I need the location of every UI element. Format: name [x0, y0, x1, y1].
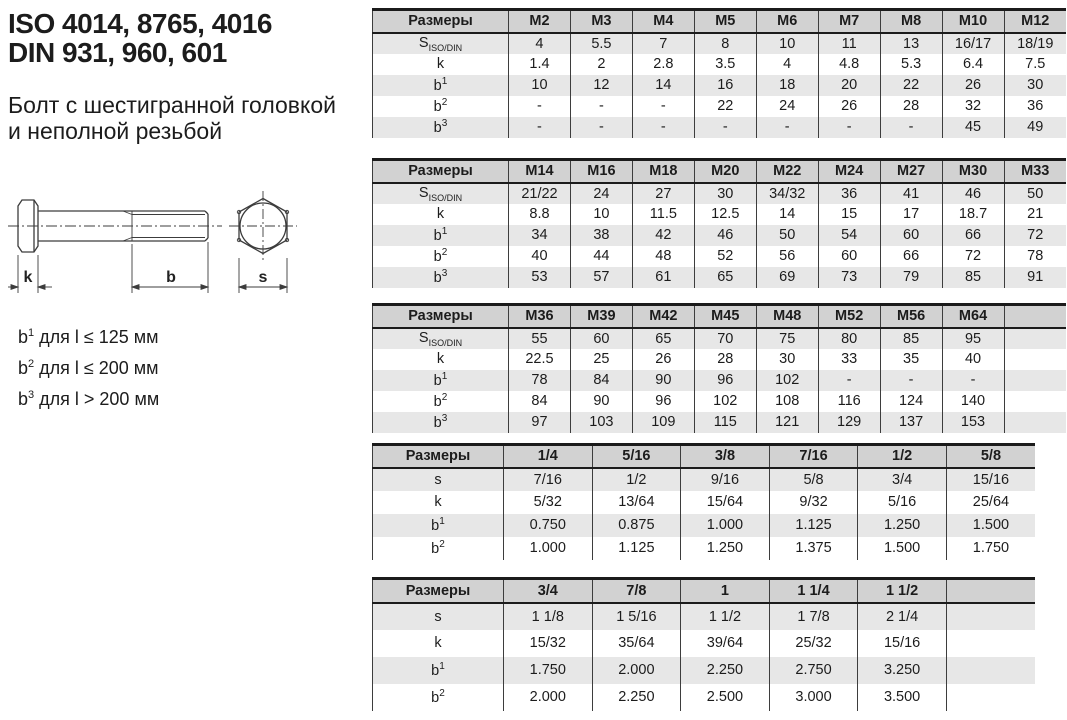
cell-value: 35/64 [592, 630, 681, 657]
thread-length-notes [18, 320, 159, 413]
cell-value: 121 [756, 412, 818, 433]
cell-value: 1.250 [858, 514, 947, 537]
cell-value: 54 [818, 225, 880, 246]
cell-value: 33 [818, 349, 880, 370]
cell-value: 57 [570, 267, 632, 288]
empty-cell [1004, 370, 1066, 391]
cell-value: - [818, 117, 880, 138]
cell-value: 72 [942, 246, 1004, 267]
cell-value: 2.500 [681, 684, 770, 711]
cell-value: 36 [1004, 96, 1066, 117]
cell-value: 153 [942, 412, 1004, 433]
cell-value: 26 [632, 349, 694, 370]
cell-value: 46 [942, 183, 1004, 204]
size-column-header: 1 [681, 579, 770, 603]
size-column-header: M45 [694, 305, 756, 328]
cell-value: 1.750 [946, 537, 1035, 560]
cell-value: 32 [942, 96, 1004, 117]
cell-value: 5/16 [858, 491, 947, 514]
row-label: k [373, 204, 509, 225]
cell-value: 85 [942, 267, 1004, 288]
cell-value: 22 [694, 96, 756, 117]
size-column-header: 3/4 [504, 579, 593, 603]
table-inch-3-4-to-1-1-2 [372, 577, 1035, 711]
table-row [373, 54, 1067, 75]
cell-value: 18.7 [942, 204, 1004, 225]
dim-label-k: k [23, 269, 33, 286]
size-column-header: M33 [1004, 160, 1066, 183]
cell-value: 49 [1004, 117, 1066, 138]
row-label: $b^3$ [373, 267, 509, 288]
page-title-iso: ISO 4014, 8765, 4016 [8, 8, 272, 39]
cell-value: 7 [632, 33, 694, 54]
cell-value: 15/16 [946, 468, 1035, 491]
size-column-header: M10 [942, 10, 1004, 33]
cell-value: 60 [818, 246, 880, 267]
cell-value: 102 [694, 391, 756, 412]
cell-value: 3/4 [858, 468, 947, 491]
cell-value: 9/32 [769, 491, 858, 514]
table-row [373, 491, 1036, 514]
cell-value: 65 [694, 267, 756, 288]
size-column-header: 1 1/4 [769, 579, 858, 603]
cell-value: - [570, 117, 632, 138]
cell-value: 30 [694, 183, 756, 204]
cell-value: 40 [942, 349, 1004, 370]
cell-value: 48 [632, 246, 694, 267]
cell-value: 1.750 [504, 657, 593, 684]
table-row [373, 246, 1067, 267]
cell-value: 2.000 [504, 684, 593, 711]
cell-value: 1 1/8 [504, 603, 593, 630]
table-row [373, 183, 1067, 204]
cell-value: 78 [1004, 246, 1066, 267]
cell-value: 1.500 [946, 514, 1035, 537]
cell-value: - [509, 96, 571, 117]
empty-cell [1004, 391, 1066, 412]
cell-value: - [880, 370, 942, 391]
cell-value: 6.4 [942, 54, 1004, 75]
cell-value: 2 [570, 54, 632, 75]
row-label: $b^2$ [373, 684, 504, 711]
cell-value: 1 5/16 [592, 603, 681, 630]
cell-value: 13/64 [592, 491, 681, 514]
table-row [373, 391, 1067, 412]
cell-value: 44 [570, 246, 632, 267]
cell-value: 24 [756, 96, 818, 117]
table-row [373, 75, 1067, 96]
cell-value: 5/8 [769, 468, 858, 491]
row-label: k [373, 349, 509, 370]
cell-value: 7/16 [504, 468, 593, 491]
cell-value: 5/32 [504, 491, 593, 514]
size-column-header: 5/8 [946, 445, 1035, 468]
cell-value: 8.8 [509, 204, 571, 225]
note-item: $b^2$ для l ≤ 200 мм [18, 358, 159, 378]
row-label-header: Размеры [373, 579, 504, 603]
cell-value: 0.750 [504, 514, 593, 537]
note-text: для l > 200 мм [34, 389, 160, 409]
cell-value: 2.8 [632, 54, 694, 75]
cell-value: 1.500 [858, 537, 947, 560]
cell-value: 11.5 [632, 204, 694, 225]
cell-value: - [632, 117, 694, 138]
bolt-side-view [8, 200, 222, 252]
cell-value: 65 [632, 328, 694, 349]
cell-value: 1.250 [681, 537, 770, 560]
note-item: $b^3$ для l > 200 мм [18, 389, 160, 409]
cell-value: 28 [880, 96, 942, 117]
empty-column-header [946, 579, 1035, 603]
cell-value: 1/2 [592, 468, 681, 491]
cell-value: 25 [570, 349, 632, 370]
cell-value: 40 [509, 246, 571, 267]
cell-value: 18 [756, 75, 818, 96]
cell-value: 103 [570, 412, 632, 433]
cell-value: 109 [632, 412, 694, 433]
cell-value: 39/64 [681, 630, 770, 657]
cell-value: 129 [818, 412, 880, 433]
cell-value: 16 [694, 75, 756, 96]
dim-label-s: s [258, 269, 268, 286]
size-column-header: M7 [818, 10, 880, 33]
size-column-header: M4 [632, 10, 694, 33]
cell-value: 80 [818, 328, 880, 349]
cell-value: 3.000 [769, 684, 858, 711]
cell-value: 137 [880, 412, 942, 433]
table-m14-m33 [372, 158, 1066, 288]
size-column-header: 3/8 [681, 445, 770, 468]
row-label: k [373, 630, 504, 657]
table-row [373, 412, 1067, 433]
cell-value: 61 [632, 267, 694, 288]
row-label: s [373, 468, 504, 491]
cell-value: 3.250 [858, 657, 947, 684]
cell-value: 85 [880, 328, 942, 349]
table-row [373, 468, 1036, 491]
empty-cell [946, 657, 1035, 684]
size-column-header: 7/8 [592, 579, 681, 603]
subtitle-line1: Болт с шестигранной головкой [8, 92, 336, 118]
cell-value: 96 [694, 370, 756, 391]
size-column-header: M27 [880, 160, 942, 183]
cell-value: 4 [509, 33, 571, 54]
cell-value: 56 [756, 246, 818, 267]
cell-value: 28 [694, 349, 756, 370]
table-row [373, 117, 1067, 138]
cell-value: 66 [880, 246, 942, 267]
row-label: $b^1$ [373, 75, 509, 96]
table-row [373, 328, 1067, 349]
note-item: $b^1$ для l ≤ 125 мм [18, 327, 159, 347]
row-label: $b^1$ [373, 514, 504, 537]
size-column-header: M30 [942, 160, 1004, 183]
cell-value: 34/32 [756, 183, 818, 204]
row-label: $S_{ISO/DIN}$ [373, 328, 509, 349]
cell-value: 97 [509, 412, 571, 433]
cell-value: - [880, 117, 942, 138]
cell-value: 15 [818, 204, 880, 225]
cell-value: 12 [570, 75, 632, 96]
cell-value: 2 1/4 [858, 603, 947, 630]
cell-value: 34 [509, 225, 571, 246]
size-column-header: M14 [509, 160, 571, 183]
cell-value: 30 [1004, 75, 1066, 96]
empty-cell [946, 630, 1035, 657]
cell-value: 52 [694, 246, 756, 267]
cell-value: 8 [694, 33, 756, 54]
cell-value: 115 [694, 412, 756, 433]
note-text: для l ≤ 200 мм [34, 358, 159, 378]
row-label: $b^1$ [373, 225, 509, 246]
size-column-header: M18 [632, 160, 694, 183]
cell-value: 21/22 [509, 183, 571, 204]
cell-value: - [942, 370, 1004, 391]
table-row [373, 603, 1036, 630]
empty-column-header [1004, 305, 1066, 328]
size-column-header: M8 [880, 10, 942, 33]
cell-value: 42 [632, 225, 694, 246]
cell-value: 22 [880, 75, 942, 96]
bolt-technical-drawing [8, 190, 348, 315]
cell-value: - [818, 370, 880, 391]
cell-value: 9/16 [681, 468, 770, 491]
cell-value: 102 [756, 370, 818, 391]
cell-value: 1.4 [509, 54, 571, 75]
cell-value: 2.000 [592, 657, 681, 684]
cell-value: 66 [942, 225, 1004, 246]
cell-value: 36 [818, 183, 880, 204]
table-row [373, 657, 1036, 684]
cell-value: 60 [880, 225, 942, 246]
cell-value: 69 [756, 267, 818, 288]
cell-value: 116 [818, 391, 880, 412]
table-m2-m12 [372, 8, 1066, 138]
size-column-header: M16 [570, 160, 632, 183]
size-column-header: M6 [756, 10, 818, 33]
size-column-header: 1 1/2 [858, 579, 947, 603]
table-row [373, 225, 1067, 246]
empty-cell [1004, 349, 1066, 370]
cell-value: 5.3 [880, 54, 942, 75]
cell-value: 1 1/2 [681, 603, 770, 630]
cell-value: 26 [818, 96, 880, 117]
size-column-header: 1/2 [858, 445, 947, 468]
cell-value: 14 [756, 204, 818, 225]
cell-value: 10 [509, 75, 571, 96]
cell-value: 53 [509, 267, 571, 288]
cell-value: 45 [942, 117, 1004, 138]
size-column-header: M12 [1004, 10, 1066, 33]
table-inch-quarter-to-5-8 [372, 443, 1035, 560]
cell-value: 30 [756, 349, 818, 370]
row-label: $S_{ISO/DIN}$ [373, 183, 509, 204]
cell-value: 7.5 [1004, 54, 1066, 75]
cell-value: 2.750 [769, 657, 858, 684]
cell-value: 124 [880, 391, 942, 412]
row-label: $b^2$ [373, 537, 504, 560]
cell-value: 70 [694, 328, 756, 349]
cell-value: - [632, 96, 694, 117]
size-column-header: 7/16 [769, 445, 858, 468]
cell-value: - [570, 96, 632, 117]
table-m36-m64 [372, 303, 1066, 433]
cell-value: 90 [632, 370, 694, 391]
cell-value: 17 [880, 204, 942, 225]
cell-value: 21 [1004, 204, 1066, 225]
cell-value: 4.8 [818, 54, 880, 75]
row-label: $S_{ISO/DIN}$ [373, 33, 509, 54]
table-row [373, 537, 1036, 560]
cell-value: 73 [818, 267, 880, 288]
hex-head-front-view [229, 191, 297, 261]
empty-cell [946, 603, 1035, 630]
table-row [373, 370, 1067, 391]
cell-value: - [509, 117, 571, 138]
row-label: k [373, 54, 509, 75]
cell-value: 22.5 [509, 349, 571, 370]
size-column-header: M22 [756, 160, 818, 183]
cell-value: 10 [756, 33, 818, 54]
cell-value: 1.000 [504, 537, 593, 560]
size-column-header: M52 [818, 305, 880, 328]
cell-value: 5.5 [570, 33, 632, 54]
row-label: $b^1$ [373, 657, 504, 684]
row-label: $b^1$ [373, 370, 509, 391]
cell-value: 79 [880, 267, 942, 288]
row-label: $b^2$ [373, 96, 509, 117]
row-label: $b^2$ [373, 246, 509, 267]
table-row [373, 267, 1067, 288]
size-column-header: M64 [942, 305, 1004, 328]
subtitle-line2: и неполной резьбой [8, 118, 223, 144]
size-column-header: M42 [632, 305, 694, 328]
page-title-din: DIN 931, 960, 601 [8, 37, 227, 68]
table-row [373, 349, 1067, 370]
size-column-header: 5/16 [592, 445, 681, 468]
row-label: $b^2$ [373, 391, 509, 412]
empty-cell [1004, 412, 1066, 433]
dim-label-b: b [166, 269, 176, 286]
table-row [373, 630, 1036, 657]
empty-cell [946, 684, 1035, 711]
cell-value: 50 [1004, 183, 1066, 204]
cell-value: 55 [509, 328, 571, 349]
size-column-header: 1/4 [504, 445, 593, 468]
cell-value: 1.375 [769, 537, 858, 560]
cell-value: 95 [942, 328, 1004, 349]
cell-value: - [756, 117, 818, 138]
row-label-header: Размеры [373, 160, 509, 183]
table-row [373, 33, 1067, 54]
cell-value: 0.875 [592, 514, 681, 537]
cell-value: 16/17 [942, 33, 1004, 54]
cell-value: 96 [632, 391, 694, 412]
cell-value: 41 [880, 183, 942, 204]
size-column-header: M36 [509, 305, 571, 328]
row-label: s [373, 603, 504, 630]
cell-value: 84 [509, 391, 571, 412]
cell-value: 35 [880, 349, 942, 370]
cell-value: 2.250 [592, 684, 681, 711]
cell-value: 15/32 [504, 630, 593, 657]
size-column-header: M5 [694, 10, 756, 33]
cell-value: 14 [632, 75, 694, 96]
size-column-header: M48 [756, 305, 818, 328]
cell-value: 24 [570, 183, 632, 204]
row-label-header: Размеры [373, 445, 504, 468]
row-label-header: Размеры [373, 10, 509, 33]
size-column-header: M39 [570, 305, 632, 328]
cell-value: 13 [880, 33, 942, 54]
cell-value: 3.500 [858, 684, 947, 711]
cell-value: 60 [570, 328, 632, 349]
cell-value: 15/16 [858, 630, 947, 657]
cell-value: 38 [570, 225, 632, 246]
cell-value: 15/64 [681, 491, 770, 514]
row-label: $b^3$ [373, 412, 509, 433]
cell-value: 1.125 [769, 514, 858, 537]
cell-value: 140 [942, 391, 1004, 412]
cell-value: 26 [942, 75, 1004, 96]
cell-value: 18/19 [1004, 33, 1066, 54]
cell-value: 11 [818, 33, 880, 54]
cell-value: 10 [570, 204, 632, 225]
cell-value: 3.5 [694, 54, 756, 75]
cell-value: 27 [632, 183, 694, 204]
table-row [373, 684, 1036, 711]
row-label: $b^3$ [373, 117, 509, 138]
size-column-header: M24 [818, 160, 880, 183]
cell-value: 72 [1004, 225, 1066, 246]
cell-value: 46 [694, 225, 756, 246]
row-label-header: Размеры [373, 305, 509, 328]
cell-value: 2.250 [681, 657, 770, 684]
row-label: k [373, 491, 504, 514]
table-row [373, 514, 1036, 537]
size-column-header: M20 [694, 160, 756, 183]
cell-value: 75 [756, 328, 818, 349]
cell-value: 90 [570, 391, 632, 412]
size-column-header: M2 [509, 10, 571, 33]
cell-value: 84 [570, 370, 632, 391]
note-text: для l ≤ 125 мм [34, 327, 159, 347]
size-column-header: M56 [880, 305, 942, 328]
cell-value: 4 [756, 54, 818, 75]
cell-value: 25/32 [769, 630, 858, 657]
size-column-header: M3 [570, 10, 632, 33]
cell-value: - [694, 117, 756, 138]
cell-value: 1.125 [592, 537, 681, 560]
cell-value: 91 [1004, 267, 1066, 288]
cell-value: 78 [509, 370, 571, 391]
empty-cell [1004, 328, 1066, 349]
cell-value: 12.5 [694, 204, 756, 225]
cell-value: 25/64 [946, 491, 1035, 514]
table-row [373, 96, 1067, 117]
cell-value: 1 7/8 [769, 603, 858, 630]
cell-value: 1.000 [681, 514, 770, 537]
cell-value: 108 [756, 391, 818, 412]
cell-value: 20 [818, 75, 880, 96]
dimension-lines [8, 242, 287, 293]
cell-value: 50 [756, 225, 818, 246]
table-row [373, 204, 1067, 225]
